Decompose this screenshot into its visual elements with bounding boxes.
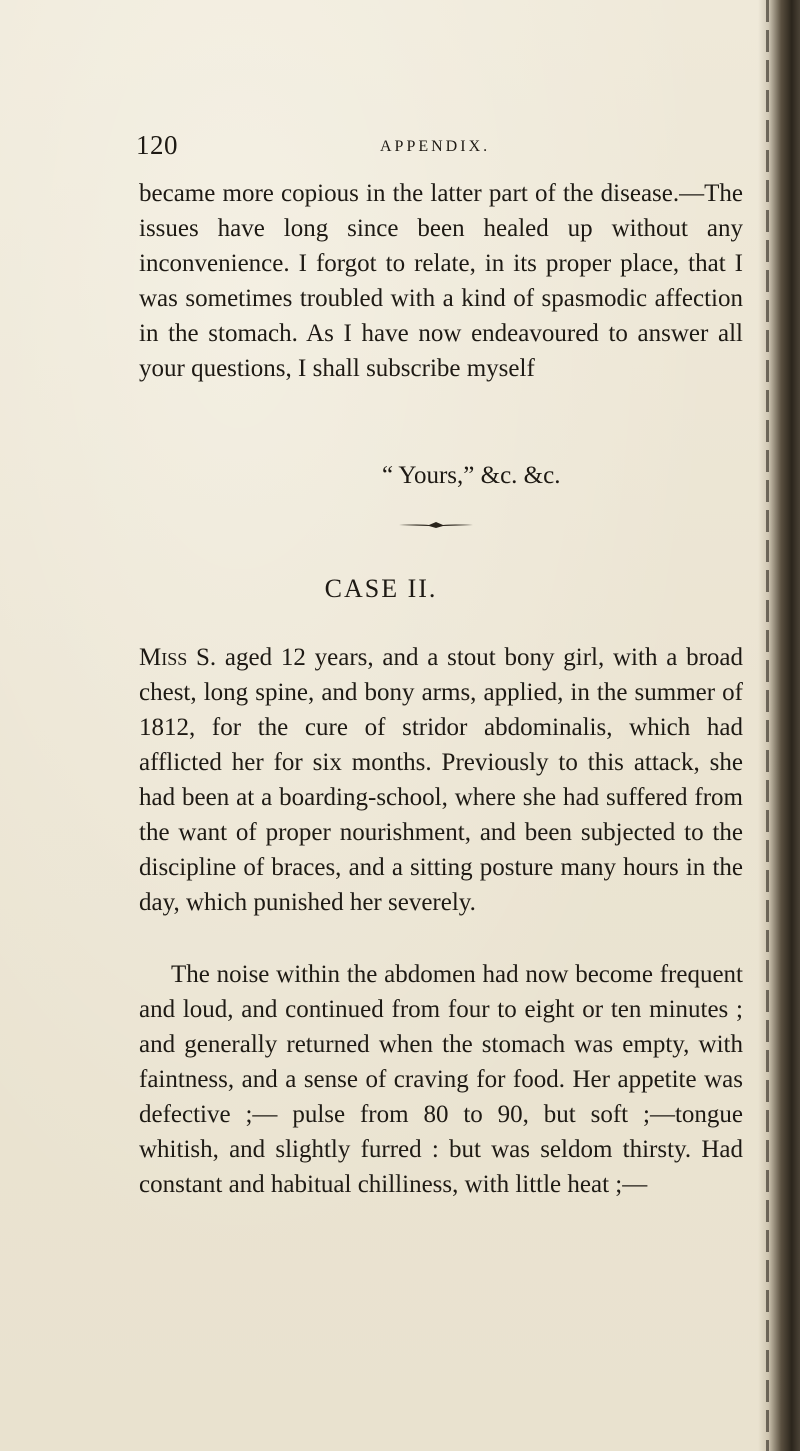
paragraph-3: The noise within the abdomen had now become frequent and loud, and continued from four to eight or ten minutes ; and generally returned when the stomach was empty, with faintness, and a sense of craving for food. Her appetite was defective ;— pulse from 80 to 90, but soft ;—tongue whitish, and slightly furred : but was seldom thirsty. Had constant and habitual chilliness, with little heat ;—	[139, 961, 743, 1198]
page-number: 120	[136, 130, 178, 160]
paragraph-2	[139, 640, 743, 920]
paragraph-2-text: aged 12 years, and a stout bony girl, with a broad chest, long spine, and bony arms, applied, in the summer of 1812, for the cure of stridor abdominalis, which had afflicted her for six months. Previously to this attack, she had been at a boarding-school, where she had suffered from the want of proper nourishment, and been subjected to the discipline of braces, and a sitting posture many hours in the day, which punished her severely.	[139, 644, 743, 916]
book-spine-shadow	[758, 0, 800, 1451]
paragraph-2-block	[139, 640, 743, 920]
page-header	[136, 130, 496, 170]
running-head: APPENDIX.	[380, 138, 491, 155]
paragraph-2-lead: Miss S.	[139, 644, 217, 671]
paragraph-3-block	[139, 957, 743, 1202]
paragraph-1-block	[139, 176, 743, 386]
paragraph-1: became more copious in the latter part of the disease.—The issues have long since been healed up without any inconvenience. I forgot to relate, in its proper place, that I was sometimes troubled with a kind of spasmodic affection in the stomach. As I have now endeavoured to answer all your questions, I shall subscribe myself	[139, 180, 743, 382]
section-ornament-rule	[399, 520, 473, 530]
letter-signature: “ Yours,” &c. &c.	[382, 462, 561, 489]
case-heading: CASE II.	[324, 574, 438, 603]
